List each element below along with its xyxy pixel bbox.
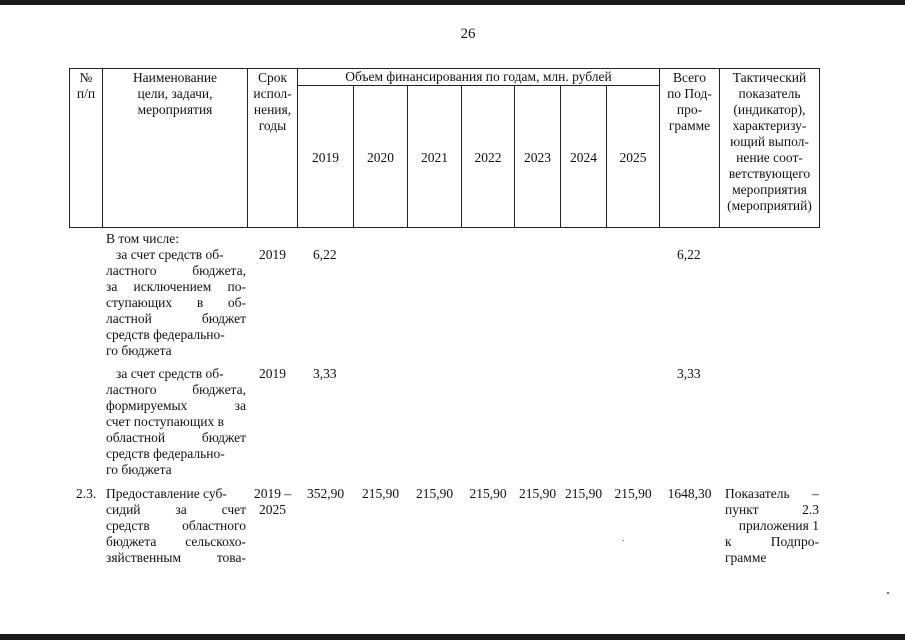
row3-total: 1648,30: [667, 486, 712, 501]
row3-value-2023: 215,90: [518, 486, 557, 501]
row2-name-line: формируемых за: [106, 398, 246, 413]
row3-indicator-line: Показатель –: [725, 486, 819, 501]
row1-term: 2019: [259, 247, 286, 262]
bottom-border: [0, 634, 905, 640]
row3-name-line: средств областного: [106, 518, 246, 533]
row1-name-line: ступающих в об-: [106, 295, 246, 310]
in-total-label: В том числе:: [106, 231, 179, 246]
row2-name-line: за счет средств об-: [116, 366, 224, 381]
row1-value-2019: 6,22: [313, 247, 337, 262]
row3-term: 2019 – 2025: [253, 486, 292, 517]
row1-total: 6,22: [677, 247, 701, 262]
row3-name-line: сидий за счет: [106, 502, 246, 517]
row2-name-line: го бюджета: [106, 462, 172, 477]
row2-value-2019: 3,33: [313, 366, 337, 381]
row3-indicator-line: к Подпро-: [725, 534, 819, 549]
header-year-2019: 2019: [312, 150, 339, 165]
row3-name-line: зяйственным това-: [106, 550, 246, 565]
row1-name-line: средств федерально-: [106, 327, 225, 342]
row3-value-2025: 215,90: [614, 486, 652, 501]
header-year-2020: 2020: [367, 150, 394, 165]
header-year-2024: 2024: [570, 150, 597, 165]
row3-value-2021: 215,90: [415, 486, 454, 501]
header-year-2022: 2022: [474, 150, 502, 165]
row1-name-line: ластного бюджета,: [106, 263, 246, 278]
row3-num: 2.3.: [76, 486, 97, 501]
row3-name-line: Предоставление суб-: [106, 486, 227, 501]
row1-name-line: за исключением по-: [106, 279, 246, 294]
row3-indicator-line: приложения 1: [738, 518, 819, 533]
row1-name-line: го бюджета: [106, 343, 172, 358]
header-indicator: Тактический показатель (индикатор), характеризу- ющий выпол- нение соот- ветствующего мероприятия (мероприятий): [727, 70, 812, 213]
row2-name-line: ластного бюджета,: [106, 382, 246, 397]
grid-line: [297, 68, 298, 228]
row2-total: 3,33: [677, 366, 701, 381]
header-num: № п/п: [76, 70, 96, 101]
row2-name-line: счет поступающих в: [106, 414, 224, 429]
row3-value-2020: 215,90: [361, 486, 400, 501]
header-year-2023: 2023: [524, 150, 551, 165]
row2-name-line: областной бюджет: [106, 430, 246, 445]
page-number: 26: [460, 26, 476, 42]
scan-speck: [623, 540, 624, 541]
header-bottom-line: [69, 227, 820, 228]
row2-name-line: средств федерально-: [106, 446, 225, 461]
top-border: [0, 0, 905, 5]
header-year-2025: 2025: [619, 150, 647, 165]
row3-value-2022: 215,90: [469, 486, 507, 501]
row1-name-line: ластной бюджет: [106, 311, 246, 326]
scan-speck: [887, 592, 889, 594]
row3-value-2019: 352,90: [306, 486, 345, 501]
header-name: Наименование цели, задачи, мероприятия: [132, 70, 218, 117]
header-funding: Объем финансирования по годам, млн. рублей: [345, 69, 612, 84]
header-year-2021: 2021: [421, 150, 448, 165]
row3-name-line: бюджета сельскохо-: [106, 534, 246, 549]
row3-indicator-line: пункт 2.3: [725, 502, 819, 517]
header-total: Всего по Под- про- грамме: [667, 70, 712, 133]
row3-indicator-line: грамме: [725, 550, 767, 565]
row3-value-2024: 215,90: [564, 486, 603, 501]
row1-name-line: за счет средств об-: [116, 247, 224, 262]
years-divider-line: [297, 85, 659, 86]
grid-line: [819, 68, 820, 228]
row2-term: 2019: [259, 366, 286, 381]
header-term: Срок испол- нения, годы: [253, 70, 292, 133]
